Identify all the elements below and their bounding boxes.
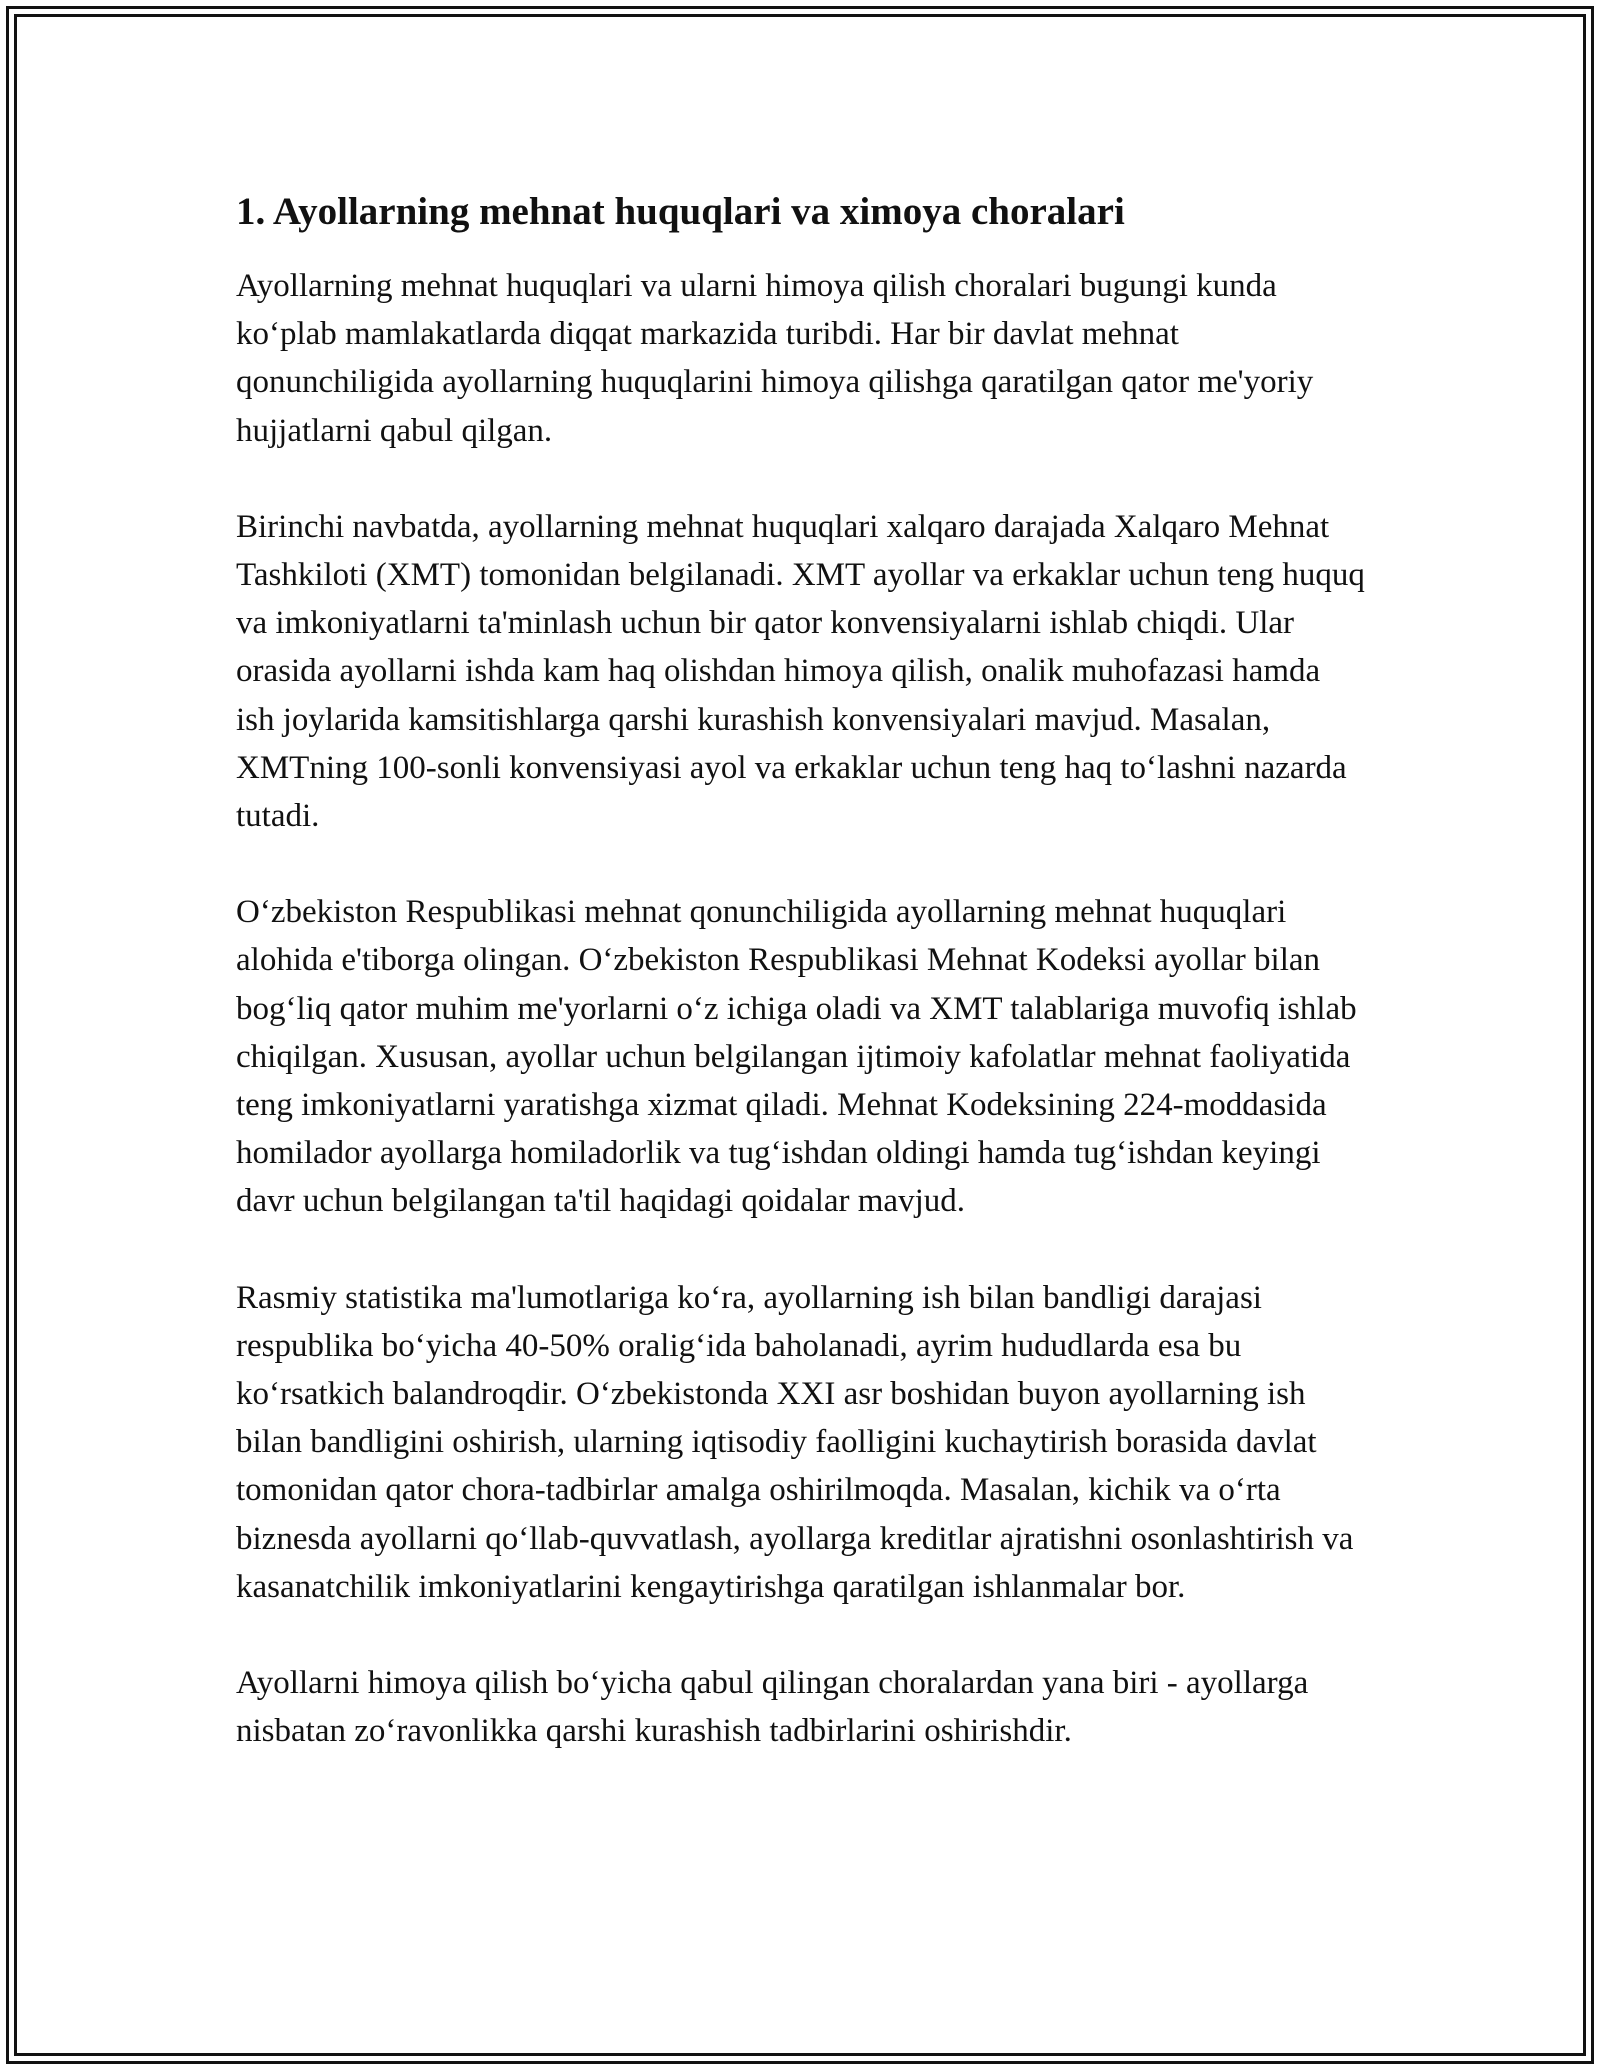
section-heading: 1. Ayollarning mehnat huquqlari va ximoya choralari — [236, 190, 1125, 233]
paragraph-uzbekistan-law: O‘zbekiston Respublikasi mehnat qonunchiligida ayollarning mehnat huquqlari alohida e'tiborga olingan. O‘zbekiston Respublikasi Mehnat Kodeksi ayollar bilan bog‘liq qator muhim me'yorlarni o‘z ichiga oladi va XMT talablariga muvofiq ishlab chiqilgan. Xususan, ayollar uchun belgilangan ijtimoiy kafolatlar mehnat faoliyatida teng imkoniyatlarni yaratishga xizmat qiladi. Mehnat Kodeksining 224-moddasida homilador ayollarga homiladorlik va tug‘ishdan oldingi hamda tug‘ishdan keyingi davr uchun belgilangan ta'til haqidagi qoidalar mavjud. — [236, 894, 1357, 1220]
document-body — [236, 188, 1366, 1803]
paragraph-protection: Ayollarni himoya qilish bo‘yicha qabul qilingan choralardan yana biri - ayollarga nisbatan zo‘ravonlikka qarshi kurashish tadbirlarini oshirishdir. — [236, 1665, 1309, 1750]
paragraph-intro: Ayollarning mehnat huquqlari va ularni himoya qilish choralari bugungi kunda ko‘plab mamlakatlarda diqqat markazida turibdi. Har bir davlat mehnat qonunchiligida ayollarning huquqlarini himoya qilishga qaratilgan qator me'yoriy hujjatlarni qabul qilgan. — [236, 268, 1314, 449]
paragraph-statistics: Rasmiy statistika ma'lumotlariga ko‘ra, ayollarning ish bilan bandligi darajasi respublika bo‘yicha 40-50% oralig‘ida baholanadi, ayrim hududlarda esa bu ko‘rsatkich balandroqdir. O‘zbekistonda XXI asr boshidan buyon ayollarning ish bilan bandligini oshirish, ularning iqtisodiy faolligini kuchaytirish borasida davlat tomonidan qator chora-tadbirlar amalga oshirilmoqda. Masalan, kichik va o‘rta biznesda ayollarni qo‘llab-quvvatlash, ayollarga kreditlar ajratishni osonlashtirish va kasanatchilik imkoniyatlarini kengaytirishga qaratilgan ishlanmalar bor. — [236, 1279, 1354, 1605]
paragraph-international: Birinchi navbatda, ayollarning mehnat huquqlari xalqaro darajada Xalqaro Mehnat Tashkiloti (XMT) tomonidan belgilanadi. XMT ayollar va erkaklar uchun teng huquq va imkoniyatlarni ta'minlash uchun bir qator konvensiyalarni ishlab chiqdi. Ular orasida ayollarni ishda kam haq olishdan himoya qilish, onalik muhofazasi hamda ish joylarida kamsitishlarga qarshi kurashish konvensiyalari mavjud. Masalan, XMTning 100-sonli konvensiyasi ayol va erkaklar uchun teng haq to‘lashni nazarda tutadi. — [236, 508, 1365, 835]
